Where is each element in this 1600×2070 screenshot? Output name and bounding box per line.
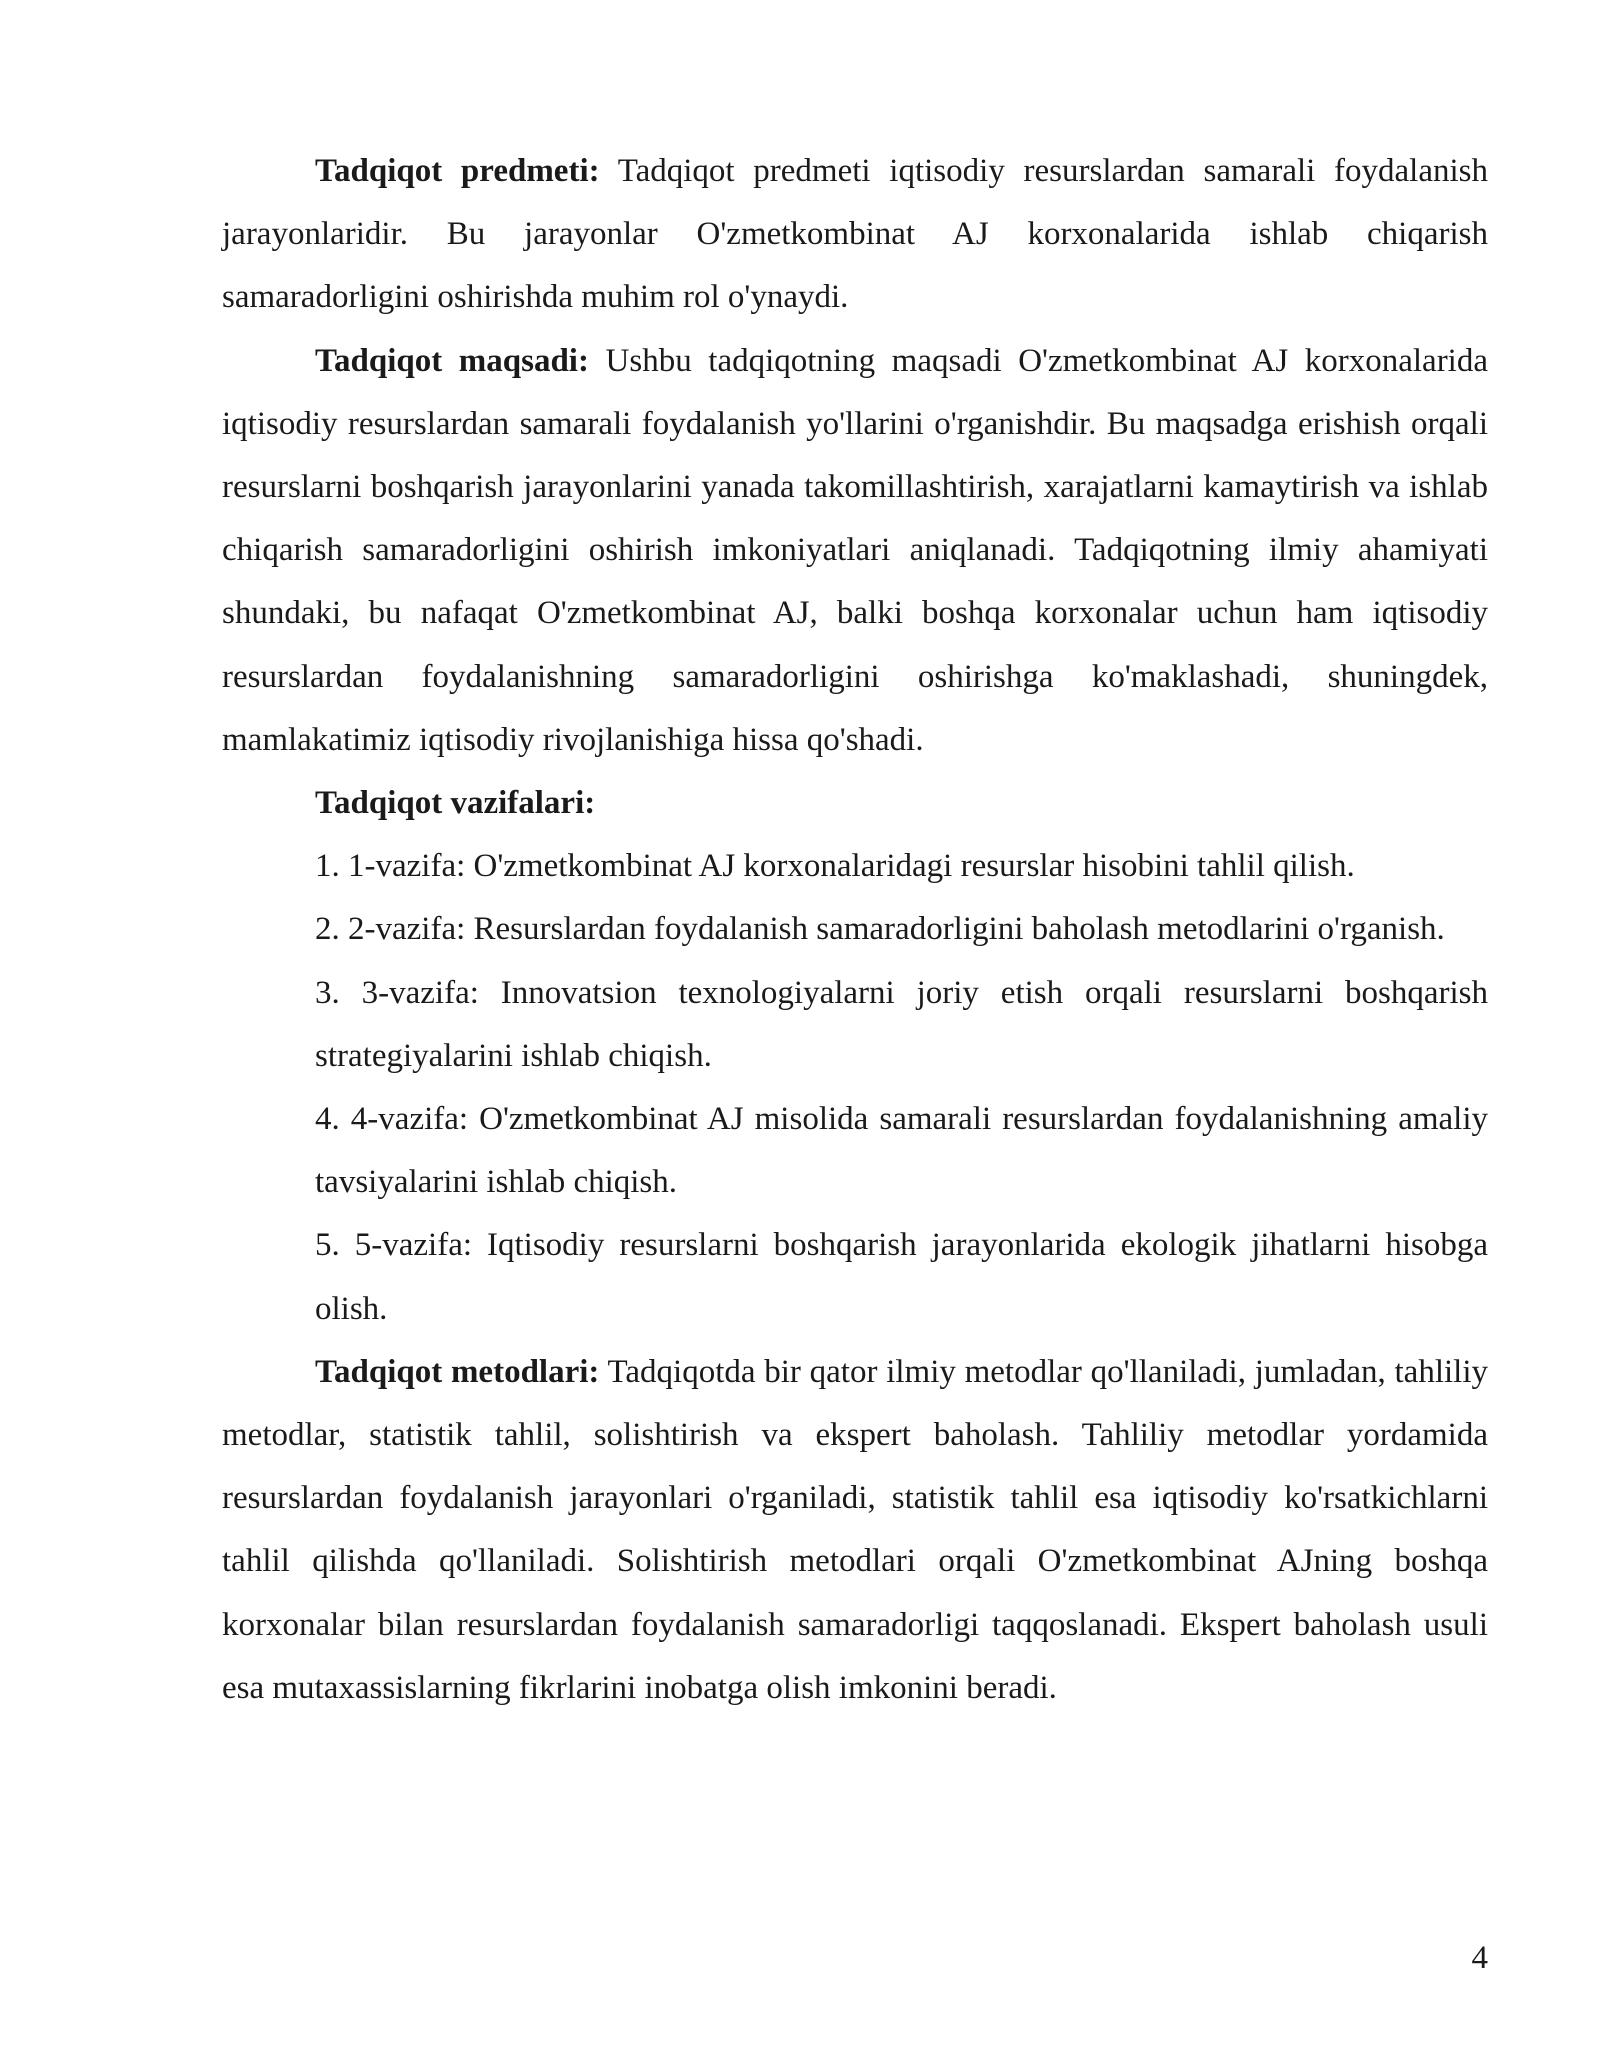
predmet-text: Tadqiqot predmeti iqtisodiy resurslardan samarali foydalanish jarayonlaridir. Bu jarayonlar O'zmetkombinat AJ korxonalarida ishlab chiqarish samaradorligini oshirishda muhim rol o'ynaydi. xyxy=(222,153,1488,316)
task-item-4: 4. 4-vazifa: O'zmetkombinat AJ misolida samarali resurslardan foydalanishning amaliy tavsiyalarini ishlab chiqish. xyxy=(315,1101,1488,1201)
vazifalar-list xyxy=(222,835,1488,1341)
task-item-1: 1. 1-vazifa: O'zmetkombinat AJ korxonalaridagi resurslar hisobini tahlil qilish. xyxy=(315,848,1355,885)
vazifalar-heading: Tadqiqot vazifalari: xyxy=(315,785,596,822)
task-item-5: 5. 5-vazifa: Iqtisodiy resurslarni boshqarish jarayonlarida ekologik jihatlarni hisobga olish. xyxy=(315,1227,1488,1327)
metodlar-text: Tadqiqotda bir qator ilmiy metodlar qo'llaniladi, jumladan, tahliliy metodlar, statistik tahlil, solishtirish va ekspert baholash. Tahliliy metodlar yordamida resurslardan foydalanish jarayonlari o'rganiladi, statistik tahlil esa iqtisodiy ko'rsatkichlarni tahlil qilishda qo'llaniladi. Solishtirish metodlari orqali O'zmetkombinat AJning boshqa korxonalar bilan resurslardan foydalanish samaradorligi taqqoslanadi. Ekspert baholash usuli esa mutaxassislarning fikrlarini inobatga olish imkonini beradi. xyxy=(222,1353,1488,1706)
metodlar-paragraph xyxy=(222,1341,1488,1720)
maqsad-heading: Tadqiqot maqsadi: xyxy=(315,342,589,379)
task-item-2: 2. 2-vazifa: Resurslardan foydalanish samaradorligini baholash metodlarini o'rganish. xyxy=(315,911,1445,948)
maqsad-paragraph xyxy=(222,330,1488,772)
metodlar-heading: Tadqiqot metodlari: xyxy=(315,1353,600,1390)
predmet-heading: Tadqiqot predmeti: xyxy=(315,153,600,189)
document-page xyxy=(222,140,1488,1720)
page-number: 4 xyxy=(1471,1940,1488,1976)
predmet-paragraph xyxy=(222,140,1488,330)
task-item-3: 3. 3-vazifa: Innovatsion texnologiyalarni joriy etish orqali resurslarni boshqarish strategiyalarini ishlab chiqish. xyxy=(315,974,1488,1074)
maqsad-text: Ushbu tadqiqotning maqsadi O'zmetkombinat AJ korxonalarida iqtisodiy resurslardan samarali foydalanish yo'llarini o'rganishdir. Bu maqsadga erishish orqali resurslarni boshqarish jarayonlarini yanada takomillashtirish, xarajatlarni kamaytirish va ishlab chiqarish samaradorligini oshirish imkoniyatlari aniqlanadi. Tadqiqotning ilmiy ahamiyati shundaki, bu nafaqat O'zmetkombinat AJ, balki boshqa korxonalar uchun ham iqtisodiy resurslardan foydalanishning samaradorligini oshirishga ko'maklashadi, shuningdek, mamlakatimiz iqtisodiy rivojlanishiga hissa qo'shadi. xyxy=(222,342,1488,758)
